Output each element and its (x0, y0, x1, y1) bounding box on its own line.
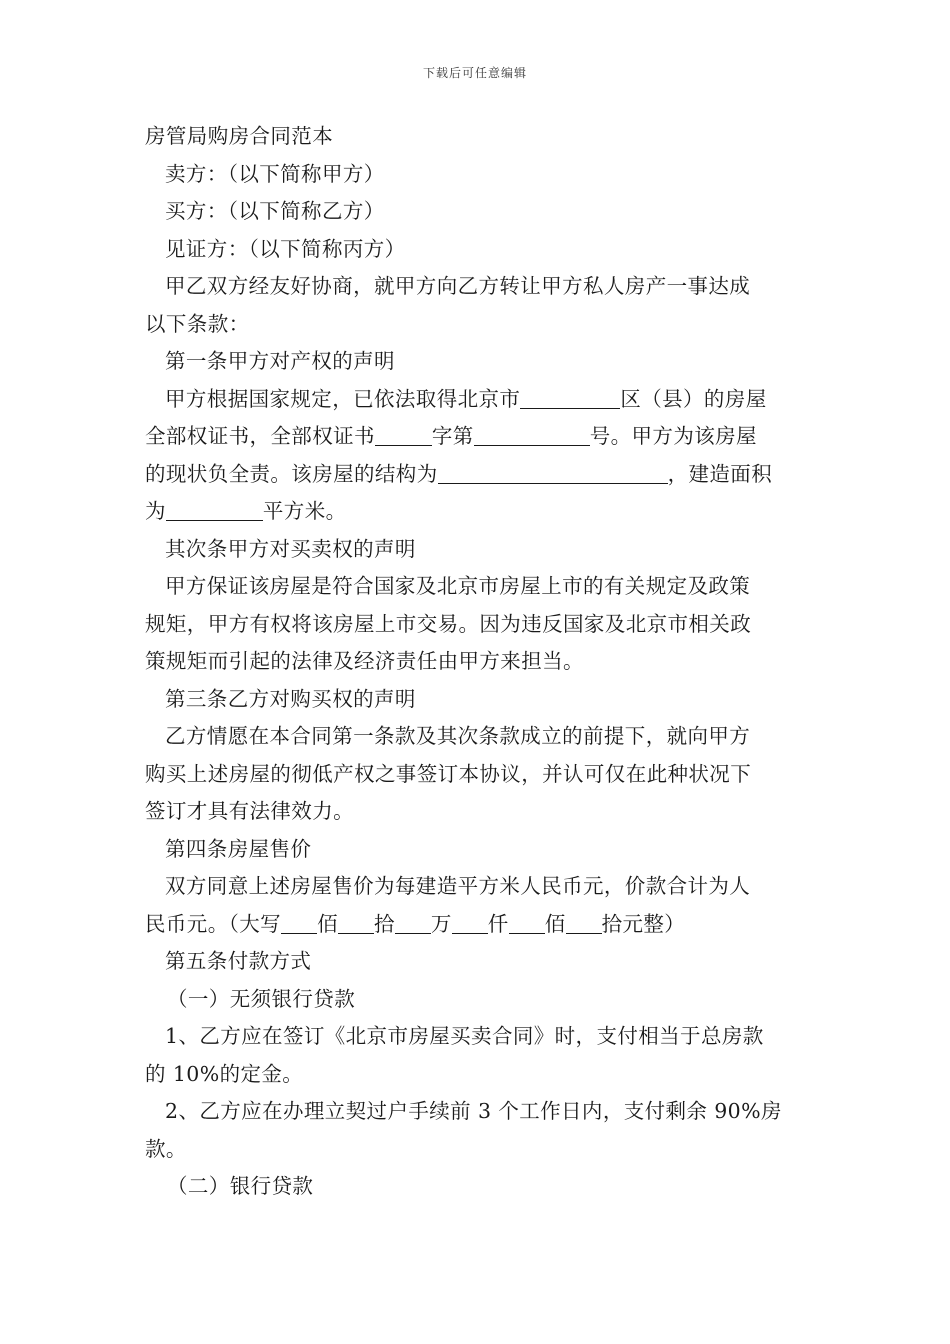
article-4-line-2 (145, 906, 810, 944)
structure-blank (438, 462, 668, 484)
article-2-title: 其次条甲方对买卖权的声明 (165, 536, 416, 561)
area-blank (166, 500, 263, 522)
article-4-line-1: 双方同意上述房屋售价为每建造平方米人民币元，价款合计为人 (165, 874, 751, 898)
article-1-line-4-text-b: 平方米。 (262, 499, 347, 523)
article-4-line-2-text-c: 拾 (373, 911, 395, 936)
article-1-line-2-text-c: 号。甲方为该房屋 (589, 424, 757, 448)
amount-blank-2 (338, 912, 374, 934)
article-5-item-2-line-2: 款。 (145, 1136, 187, 1161)
district-blank (520, 387, 620, 409)
amount-blank-6 (566, 912, 602, 934)
article-4-line-2-text-d: 万 (430, 911, 452, 936)
article-1-line-1-text-a: 甲方根据国家规定，已依法取得北京市 (165, 386, 521, 411)
article-4-line-2-text-g: 拾元整） (601, 911, 686, 936)
article-3-line-3: 签订才具有法律效力。 (145, 799, 354, 823)
article-1-line-2 (145, 418, 810, 456)
buyer-line: 买方：（以下简称乙方） (165, 199, 385, 223)
article-2-line-1: 甲方保证该房屋是符合国家及北京市房屋上市的有关规定及政策 (165, 574, 751, 598)
article-1-line-3-text-b: ，建造面积 (667, 461, 773, 486)
intro-paragraph-line-1: 甲乙双方经友好协商，就甲方向乙方转让甲方私人房产一事达成 (165, 274, 751, 298)
article-1-title: 第一条甲方对产权的声明 (165, 349, 395, 373)
contract-document (145, 118, 810, 1206)
article-1-line-2-text-a: 全部权证书，全部权证书 (145, 424, 375, 448)
article-1-line-4-text-a: 为 (145, 499, 166, 523)
amount-blank-3 (395, 912, 431, 934)
article-1-line-1 (145, 381, 810, 419)
intro-paragraph-line-2: 以下条款： (145, 311, 250, 336)
article-5-item-2-line-1: 2、乙方应在办理立契过户手续前 3 个工作日内，支付剩余 90%房 (165, 1099, 782, 1123)
witness-line: 见证方：（以下简称丙方） (165, 236, 406, 261)
amount-blank-1 (281, 912, 317, 934)
article-1-line-2-text-b: 字第 (431, 424, 474, 448)
article-3-line-1: 乙方情愿在本合同第一条款及其次条款成立的前提下，就向甲方 (165, 724, 751, 748)
article-5-subsection-1: （一）无须银行贷款 (167, 986, 356, 1011)
article-5-subsection-2: （二）银行贷款 (167, 1174, 314, 1198)
article-2-line-2: 规矩，甲方有权将该房屋上市交易。因为违反国家及北京市相关政 (145, 611, 752, 636)
article-3-title: 第三条乙方对购买权的声明 (165, 686, 416, 711)
article-1-line-1-text-b: 区（县）的房屋 (620, 386, 767, 411)
certificate-number-blank (474, 425, 590, 447)
article-5-item-1-line-2: 的 10%的定金。 (145, 1061, 304, 1086)
document-title: 房管局购房合同范本 (145, 124, 334, 148)
article-1-line-3 (145, 456, 810, 494)
article-1-line-4 (145, 493, 810, 531)
amount-blank-5 (509, 912, 545, 934)
article-2-line-3: 策规矩而引起的法律及经济责任由甲方来担当。 (145, 649, 584, 673)
amount-blank-4 (452, 912, 488, 934)
article-4-line-2-text-f: 佰 (544, 911, 566, 936)
article-4-line-2-text-a: 民币元。（大写 (145, 911, 282, 936)
page-header-note: 下载后可任意编辑 (422, 66, 527, 80)
article-4-title: 第四条房屋售价 (165, 836, 312, 861)
seller-line: 卖方：（以下简称甲方） (165, 161, 385, 186)
certificate-prefix-blank (375, 425, 432, 447)
article-4-line-2-text-e: 仟 (487, 911, 509, 936)
article-5-item-1-line-1: 1、乙方应在签订《北京市房屋买卖合同》时，支付相当于总房款 (165, 1024, 764, 1048)
article-3-line-2: 购买上述房屋的彻低产权之事签订本协议，并认可仅在此种状况下 (145, 761, 752, 786)
article-5-title: 第五条付款方式 (165, 949, 312, 973)
article-4-line-2-text-b: 佰 (317, 911, 338, 936)
article-1-line-3-text-a: 的现状负全责。该房屋的结构为 (145, 461, 438, 486)
